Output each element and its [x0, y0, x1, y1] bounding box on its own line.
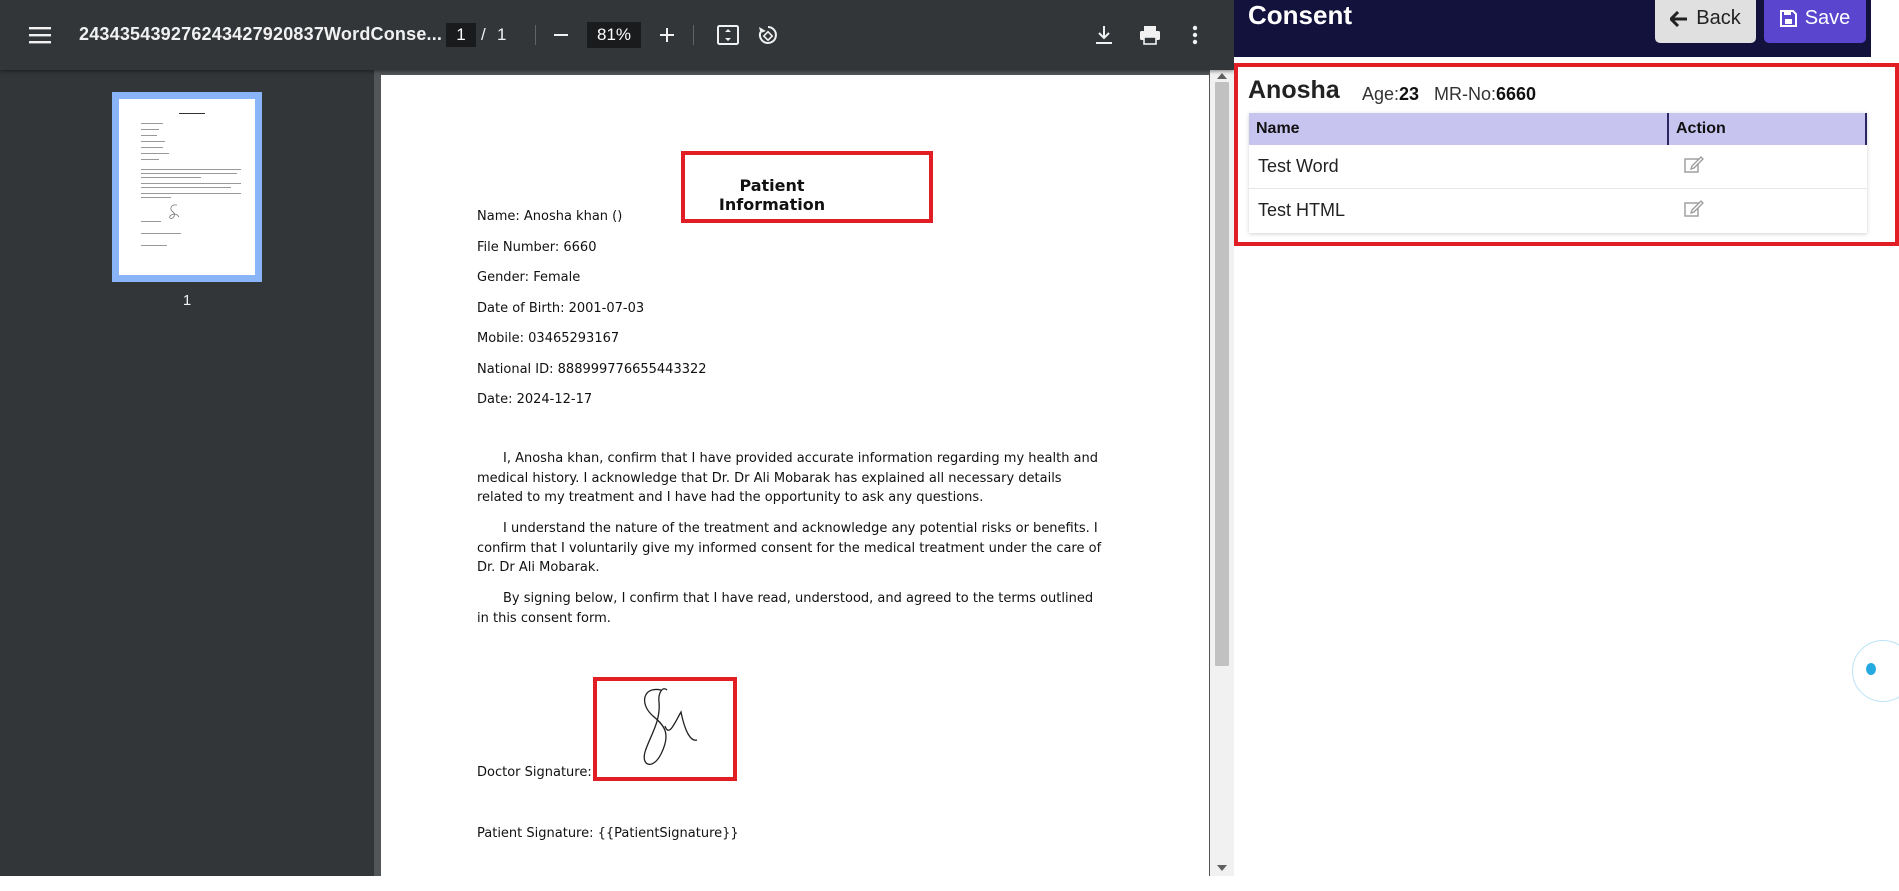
field-mobile: Mobile: 03465293167 [477, 331, 620, 346]
mr-value: 6660 [1496, 84, 1537, 104]
arrow-left-icon [1670, 11, 1688, 27]
more-options-icon[interactable] [1177, 17, 1213, 53]
back-button[interactable] [1655, 0, 1756, 43]
download-icon[interactable] [1086, 17, 1122, 53]
thumbnail-signature-icon [167, 203, 181, 221]
field-gender: Gender: Female [477, 270, 581, 285]
chat-widget-icon [1866, 663, 1876, 675]
scroll-up-arrow-icon[interactable] [1217, 73, 1227, 79]
consent-paragraph: I understand the nature of the treatment and acknowledge any potential risks or benefits. I confirm that I voluntarily give my informed consent for the medical treatment under the care of Dr. Dr Ali Mobarak. [477, 521, 1102, 575]
scrollbar-thumb[interactable] [1215, 82, 1229, 666]
toolbar-divider [535, 25, 536, 45]
column-header-action[interactable]: Action [1676, 120, 1726, 137]
patient-age [1362, 84, 1419, 105]
toolbar-divider [693, 25, 694, 45]
column-divider [1865, 113, 1867, 145]
consent-form-name: Test Word [1258, 156, 1339, 176]
panel-header [1234, 0, 1871, 57]
page-number-input[interactable]: 1 [446, 23, 476, 47]
column-header-name[interactable]: Name [1256, 120, 1300, 137]
patient-signature-label: Patient Signature: {{PatientSignature}} [477, 826, 739, 841]
consent-panel [1234, 0, 1899, 891]
table-header [1249, 113, 1867, 145]
page-thumbnail[interactable] [112, 92, 262, 282]
file-title: 24343543927624342792083​7WordConse... [79, 24, 443, 44]
field-date: Date: 2024-12-17 [477, 392, 593, 407]
consent-paragraph: I, Anosha khan, confirm that I have provided accurate information regarding my health and medical history. I acknowledge that Dr. Dr Ali Mobarak has explained all necessary details related to my treatment and I have had the opportunity to ask any questions. [477, 451, 1099, 505]
viewer-toolbar [0, 0, 1234, 70]
consent-form-name: Test HTML [1258, 200, 1346, 220]
consent-forms-table [1249, 113, 1867, 233]
patient-mr-number [1434, 84, 1536, 105]
doctor-signature-image [631, 682, 711, 777]
field-national-id: National ID: 888999776655443322 [477, 362, 707, 377]
consent-paragraph: By signing below, I confirm that I have read, understood, and agreed to the terms outlined in this consent form. [477, 591, 1094, 626]
fit-page-icon[interactable] [710, 17, 746, 53]
column-divider [1667, 113, 1669, 145]
age-label: Age: [1362, 84, 1400, 104]
save-button[interactable] [1764, 0, 1866, 43]
field-date-of-birth: Date of Birth: 2001-07-03 [477, 301, 645, 316]
age-value: 23 [1399, 84, 1420, 104]
page-separator: / [481, 25, 486, 44]
page-total: 1 [497, 25, 507, 44]
rotate-icon[interactable] [750, 17, 786, 53]
save-button-label: Save [1804, 7, 1851, 29]
zoom-in-icon[interactable] [649, 17, 685, 53]
panel-title: Consent [1248, 0, 1352, 30]
thumbnail-sidebar [0, 70, 374, 876]
document-page [381, 75, 1209, 876]
menu-icon[interactable] [22, 17, 58, 53]
thumbnail-page [119, 99, 255, 275]
table-row[interactable] [1249, 145, 1867, 189]
mr-label: MR-No: [1434, 84, 1496, 104]
thumbnail-page-number: 1 [182, 292, 192, 309]
table-row[interactable] [1249, 189, 1867, 232]
scroll-down-arrow-icon[interactable] [1217, 865, 1227, 871]
save-icon [1780, 10, 1797, 27]
zoom-out-icon[interactable] [543, 17, 579, 53]
document-scroll-area[interactable] [374, 70, 1210, 876]
patient-name: Anosha [1248, 76, 1340, 104]
zoom-level-input[interactable]: 81% [587, 22, 641, 48]
edit-icon[interactable] [1684, 199, 1704, 222]
edit-icon[interactable] [1684, 155, 1704, 178]
doctor-signature-label: Doctor Signature: [477, 765, 592, 780]
back-button-label: Back [1696, 7, 1741, 29]
field-file-number: File Number: 6660 [477, 240, 597, 255]
document-title: Patient Information [718, 176, 826, 214]
document-scrollbar[interactable] [1210, 70, 1234, 876]
field-name: Name: Anosha khan () [477, 209, 623, 224]
print-icon[interactable] [1132, 17, 1168, 53]
